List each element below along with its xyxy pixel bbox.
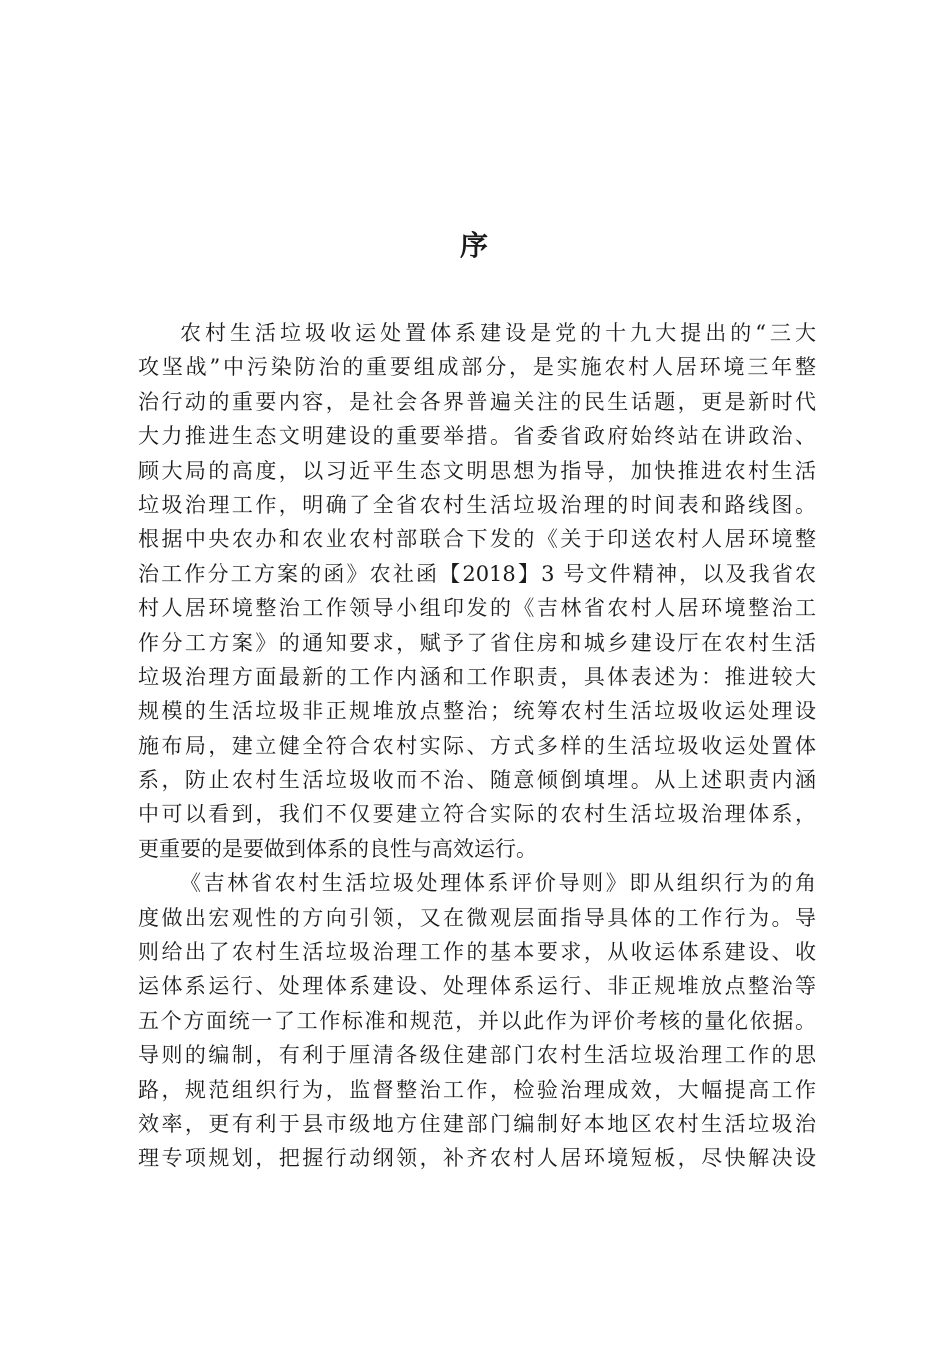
text-line: 垃圾治理工作，明确了全省农村生活垃圾治理的时间表和路线图。 <box>138 492 816 517</box>
text-line: 攻坚战”中污染防治的重要组成部分，是实施农村人居环境三年整 <box>138 355 816 380</box>
text-line: 度做出宏观性的方向引领，又在微观层面指导具体的工作行为。导 <box>138 905 816 930</box>
body-text <box>138 316 816 1176</box>
text-line: 《吉林省农村生活垃圾处理体系评价导则》即从组织行为的角 <box>180 871 816 896</box>
text-line: 施布局，建立健全符合农村实际、方式多样的生活垃圾收运处置体 <box>138 733 816 758</box>
text-line: 导则的编制，有利于厘清各级住建部门农村生活垃圾治理工作的思 <box>138 1043 816 1068</box>
text-line: 规模的生活垃圾非正规堆放点整治；统筹农村生活垃圾收运处理设 <box>138 699 816 724</box>
text-line: 系，防止农村生活垃圾收而不治、随意倾倒填埋。从上述职责内涵 <box>138 768 816 793</box>
text-line: 治工作分工方案的函》农社函【2018】3 号文件精神，以及我省农 <box>138 561 816 586</box>
page-title: 序 <box>459 229 490 262</box>
text-line: 路，规范组织行为，监督整治工作，检验治理成效，大幅提高工作 <box>138 1077 816 1102</box>
text-line: 更重要的是要做到体系的良性与高效运行。 <box>138 836 537 861</box>
text-line: 治行动的重要内容，是社会各界普遍关注的民生话题，更是新时代 <box>138 389 816 414</box>
text-line: 效率，更有利于县市级地方住建部门编制好本地区农村生活垃圾治 <box>138 1111 816 1136</box>
paragraph-2 <box>138 866 816 1176</box>
text-line: 中可以看到，我们不仅要建立符合实际的农村生活垃圾治理体系， <box>138 802 816 827</box>
text-line: 运体系运行、处理体系建设、处理体系运行、非正规堆放点整治等 <box>138 974 816 999</box>
text-line: 顾大局的高度，以习近平生态文明思想为指导，加快推进农村生活 <box>138 458 816 483</box>
text-line: 根据中央农办和农业农村部联合下发的《关于印送农村人居环境整 <box>138 527 816 552</box>
paragraph-1 <box>138 316 816 866</box>
text-line: 农村生活垃圾收运处置体系建设是党的十九大提出的“三大 <box>180 321 816 345</box>
text-line: 五个方面统一了工作标准和规范，并以此作为评价考核的量化依据。 <box>138 1008 816 1033</box>
text-line: 则给出了农村生活垃圾治理工作的基本要求，从收运体系建设、收 <box>138 940 816 965</box>
text-line: 村人居环境整治工作领导小组印发的《吉林省农村人居环境整治工 <box>138 596 816 621</box>
text-line: 作分工方案》的通知要求，赋予了省住房和城乡建设厅在农村生活 <box>138 630 816 655</box>
text-line: 垃圾治理方面最新的工作内涵和工作职责，具体表述为：推进较大 <box>138 664 816 689</box>
text-line: 理专项规划，把握行动纲领，补齐农村人居环境短板，尽快解决设 <box>138 1146 816 1171</box>
text-line: 大力推进生态文明建设的重要举措。省委省政府始终站在讲政治、 <box>138 424 816 449</box>
